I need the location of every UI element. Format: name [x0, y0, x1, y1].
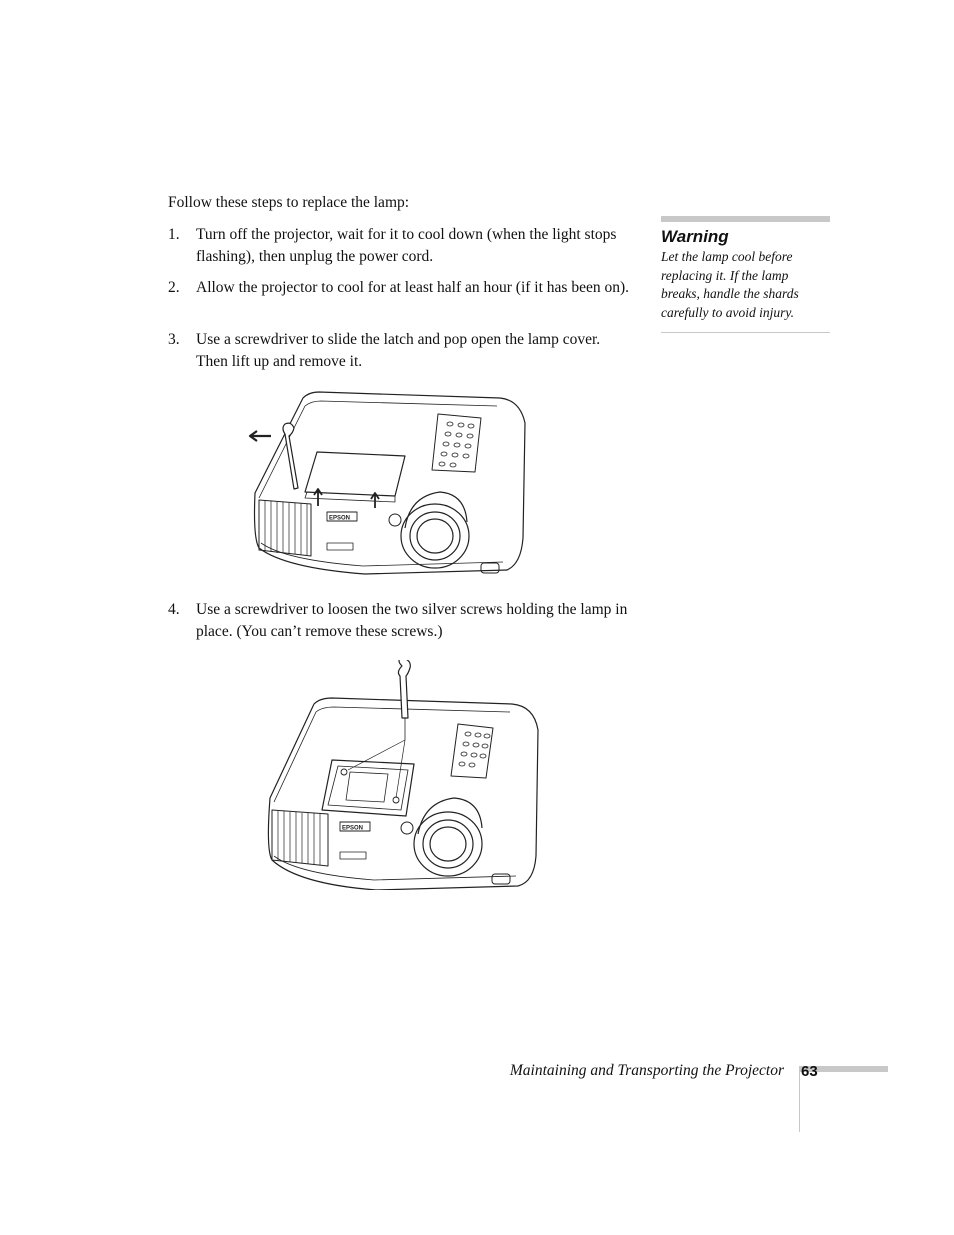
- step-4: [168, 599, 630, 642]
- step-2: [168, 277, 630, 299]
- lens: [401, 492, 469, 568]
- step-3: [168, 329, 630, 372]
- step-text: Turn off the projector, wait for it to cool down (when the light stops flashing), then unplug the power cord.: [196, 226, 617, 265]
- warning-sidebar: [661, 216, 830, 333]
- projector-lamp-cover-illustration: [245, 388, 535, 580]
- warning-body: Let the lamp cool before replacing it. If the lamp breaks, handle the shards carefully to avoid injury.: [661, 249, 799, 320]
- page-number: 63: [801, 1063, 818, 1080]
- warning-title: Warning: [661, 227, 729, 246]
- step-number: 1.: [168, 226, 180, 243]
- lamp-cover: [305, 452, 405, 496]
- intro-text: Follow these steps to replace the lamp:: [168, 194, 410, 211]
- brand-label: EPSON: [342, 825, 364, 832]
- lens: [414, 798, 482, 876]
- footer-chapter-title: Maintaining and Transporting the Projector: [509, 1062, 784, 1079]
- step-text: Use a screwdriver to loosen the two silver screws holding the lamp in place. (You can’t remove these screws.): [196, 601, 628, 640]
- warning-top-bar: [661, 216, 830, 222]
- step-number: 4.: [168, 601, 180, 618]
- step-number: 2.: [168, 279, 180, 296]
- vent-grille: [272, 810, 328, 866]
- brand-label: EPSON: [329, 515, 351, 522]
- screwdriver-icon: [283, 423, 298, 489]
- left-arrow-icon: [250, 431, 271, 441]
- control-panel: [451, 724, 493, 778]
- projector-lamp-screws-illustration: [262, 660, 547, 890]
- footer-vertical-rule: [799, 1066, 800, 1132]
- vent-grille: [259, 500, 311, 556]
- step-1: [168, 224, 630, 267]
- step-text: Allow the projector to cool for at least half an hour (if it has been on).: [196, 279, 630, 296]
- warning-bottom-rule: [661, 332, 830, 333]
- step-number: 3.: [168, 331, 180, 348]
- step-text: Use a screwdriver to slide the latch and pop open the lamp cover. Then lift up and remove it.: [196, 331, 601, 370]
